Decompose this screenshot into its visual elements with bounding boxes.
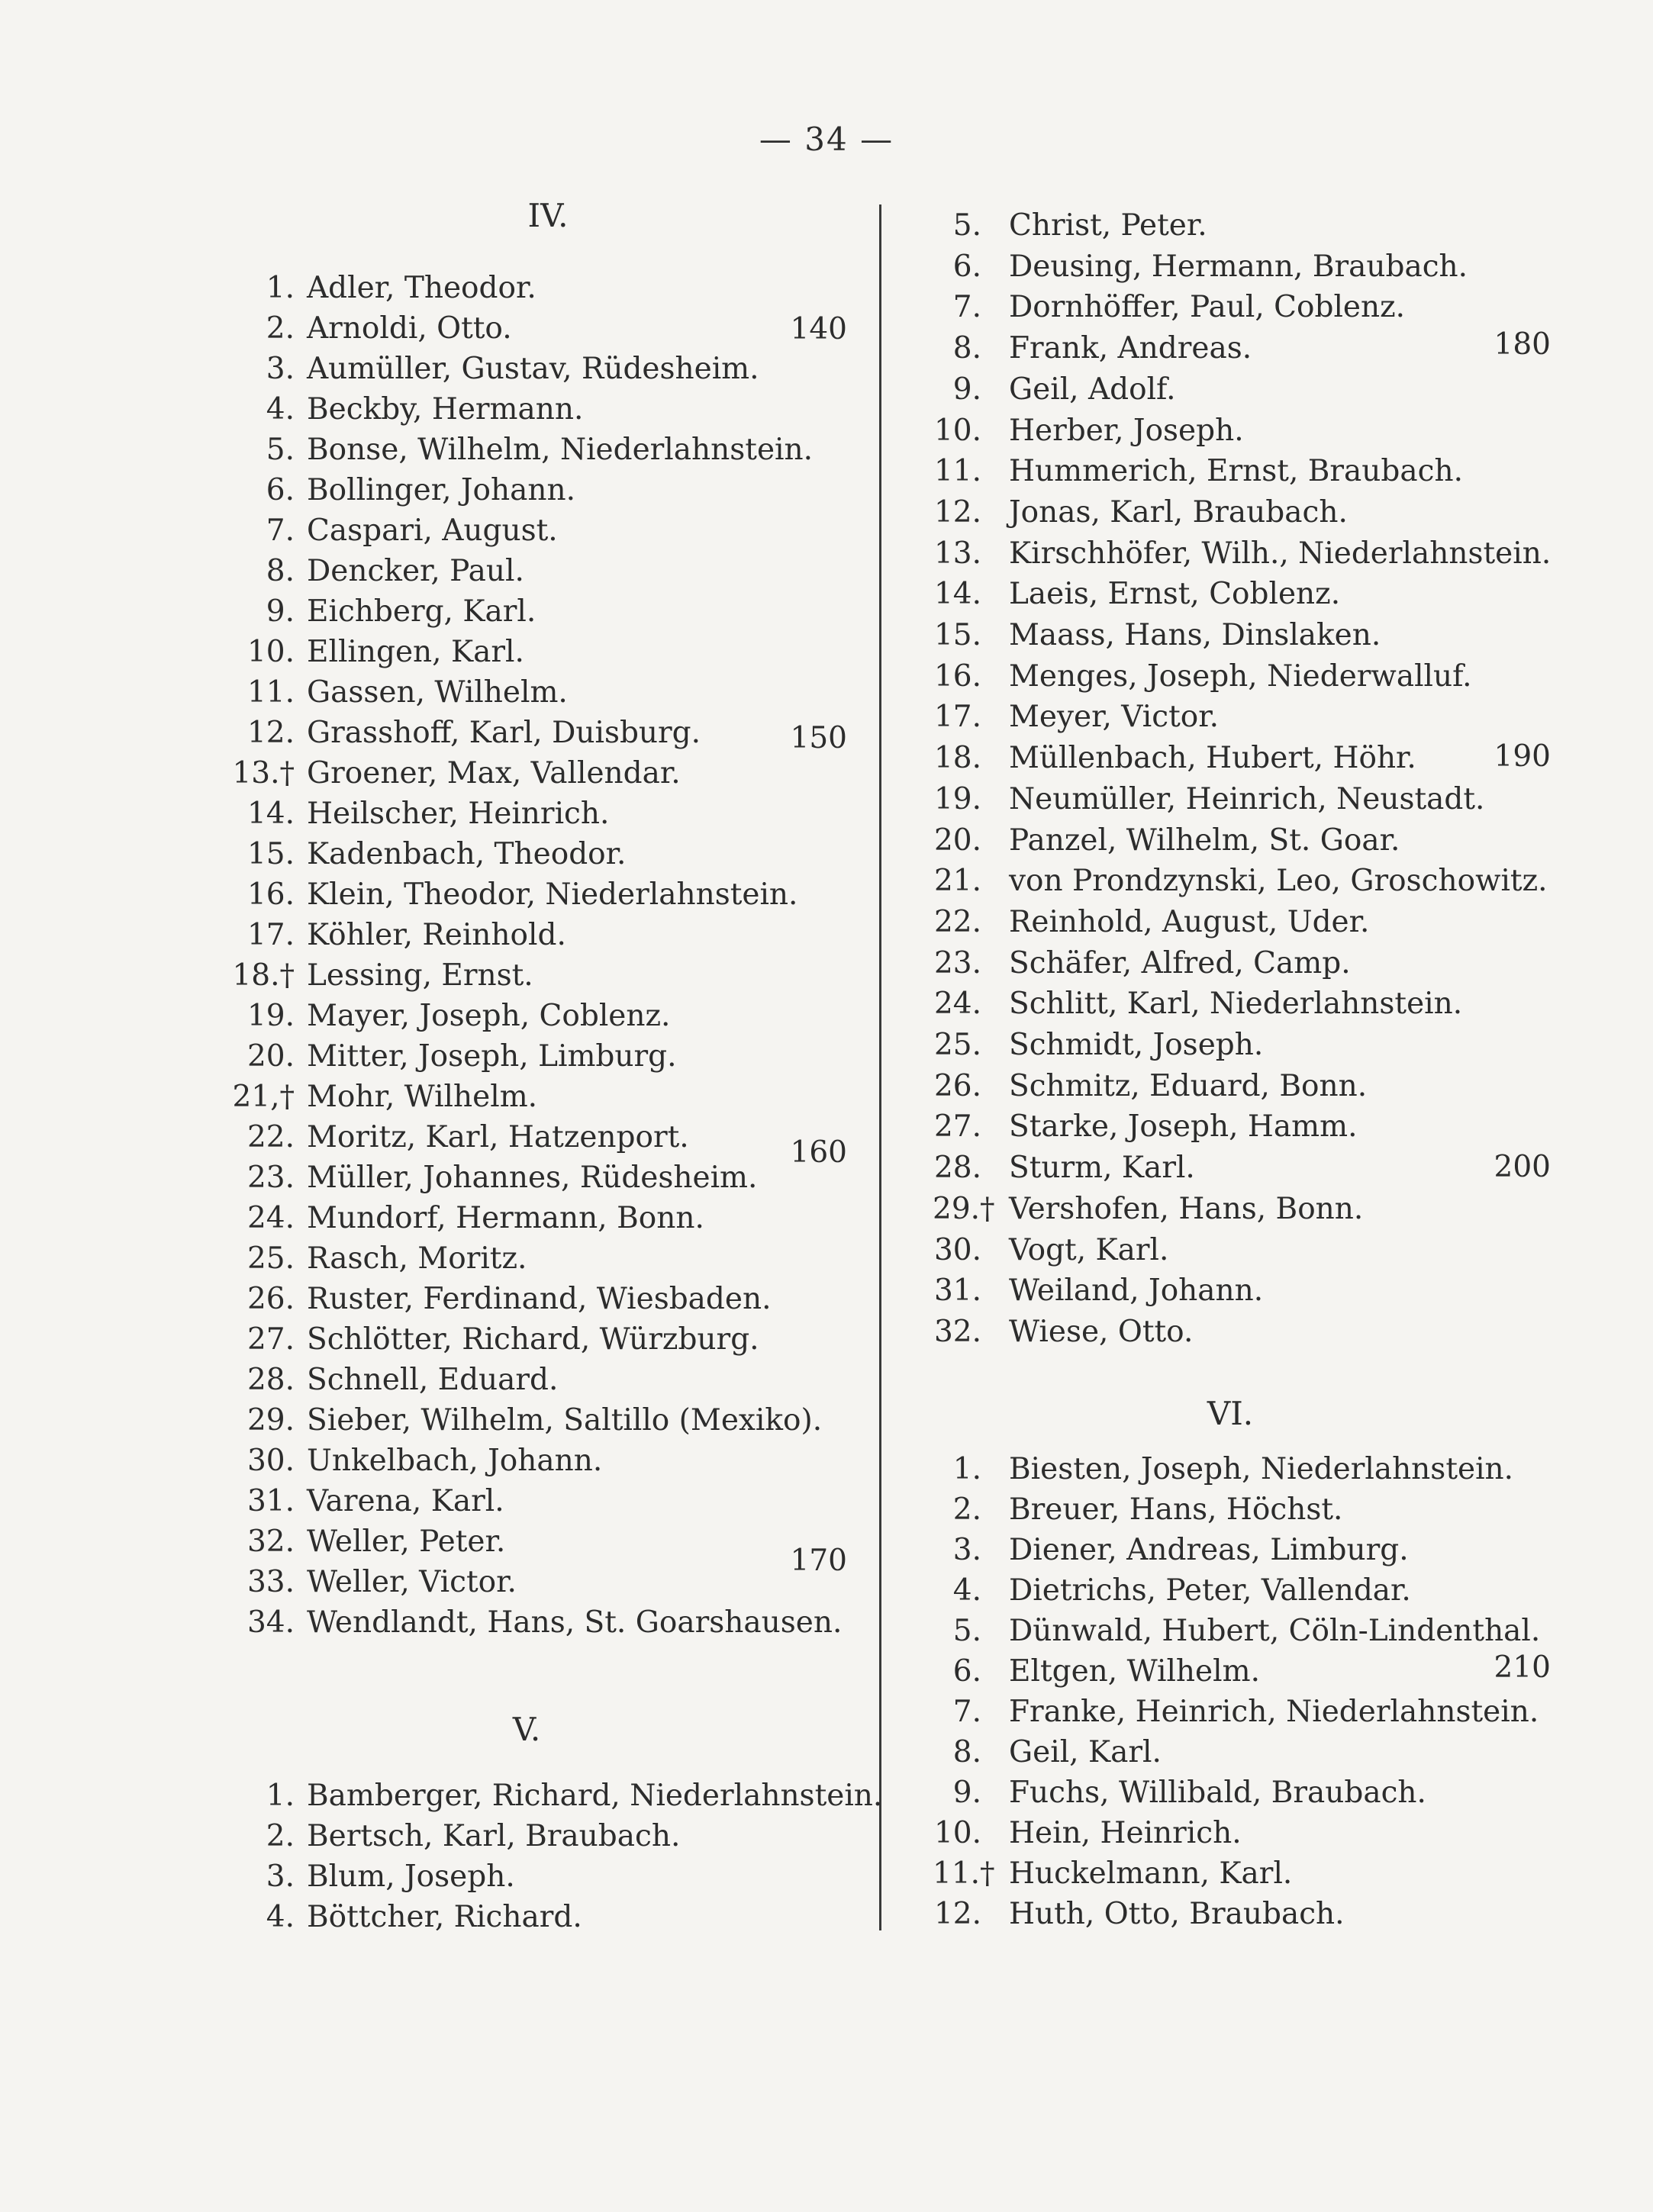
entry-name: Huckelmann, Karl.	[1009, 1856, 1293, 1891]
entry-number: 24.	[933, 987, 981, 1022]
entry-name: Weiland, Johann.	[1009, 1273, 1264, 1309]
entry-number: 34.	[246, 1605, 295, 1640]
entry-number: 1.	[266, 271, 295, 305]
entry-number: 7.	[266, 514, 295, 548]
entry-number: 7.	[952, 290, 981, 325]
entry-name: Neumüller, Heinrich, Neustadt.	[1009, 781, 1485, 816]
entry-number: 16.	[933, 658, 981, 694]
entry-name: Rasch, Moritz.	[307, 1241, 527, 1276]
entry-number: 9.	[952, 1776, 981, 1810]
page-number: — 34 —	[759, 121, 894, 158]
entry-name: Menges, Joseph, Niederwalluf.	[1009, 658, 1472, 694]
entry-number: 12.	[933, 494, 981, 530]
entry-number: 12.	[933, 1897, 981, 1931]
entry-number: 8.	[952, 331, 981, 366]
entry-number: 5.	[266, 433, 295, 467]
entry-name: Reinhold, August, Uder.	[1009, 904, 1370, 939]
entry-name: Dietrichs, Peter, Vallendar.	[1009, 1573, 1411, 1608]
entry-name: Mitter, Joseph, Limburg.	[307, 1039, 677, 1074]
entry-number: 9.	[952, 372, 981, 407]
entry-name: Diener, Andreas, Limburg.	[1009, 1533, 1409, 1567]
entry-number: 25.	[246, 1241, 295, 1276]
entry-number: 29.†	[933, 1191, 995, 1226]
entry-number: 3.	[266, 352, 295, 386]
entry-name: Bonse, Wilhelm, Niederlahnstein.	[307, 433, 814, 467]
entry-number: 19.	[246, 999, 295, 1033]
entry-name: Dencker, Paul.	[307, 554, 524, 588]
entry-number: 10.	[246, 635, 295, 669]
entry-number: 22.	[933, 904, 981, 939]
entry-number: 12.	[246, 716, 295, 750]
entry-number: 10.	[933, 413, 981, 448]
entry-name: Hummerich, Ernst, Braubach.	[1009, 454, 1463, 489]
entry-name: Wiese, Otto.	[1009, 1314, 1194, 1349]
entry-number: 11.	[246, 675, 295, 710]
entry-name: Unkelbach, Johann.	[307, 1444, 603, 1478]
count-marker: 150	[790, 721, 847, 755]
entry-name: Fuchs, Willibald, Braubach.	[1009, 1776, 1426, 1810]
entry-name: Meyer, Victor.	[1009, 700, 1219, 735]
entry-name: Adler, Theodor.	[307, 271, 536, 305]
entry-name: Vershofen, Hans, Bonn.	[1009, 1191, 1364, 1226]
entry-name: Arnoldi, Otto.	[307, 311, 512, 346]
entry-name: Geil, Karl.	[1009, 1735, 1162, 1769]
entry-number: 2.	[952, 1492, 981, 1527]
entry-name: Bollinger, Johann.	[307, 473, 575, 507]
entry-name: Böttcher, Richard.	[307, 1900, 582, 1934]
entry-number: 7.	[952, 1695, 981, 1729]
entry-name: Köhler, Reinhold.	[307, 918, 566, 952]
entry-number: 11.	[933, 454, 981, 489]
entry-number: 17.	[246, 918, 295, 952]
entry-number: 27.	[933, 1109, 981, 1145]
entry-name: Ruster, Ferdinand, Wiesbaden.	[307, 1282, 772, 1316]
entry-name: Klein, Theodor, Niederlahnstein.	[307, 877, 798, 912]
entry-number: 15.	[246, 837, 295, 871]
entry-name: Eltgen, Wilhelm.	[1009, 1654, 1260, 1689]
entry-number: 21,†	[232, 1080, 295, 1114]
entry-number: 4.	[266, 1900, 295, 1934]
entry-name: Beckby, Hermann.	[307, 392, 584, 427]
entry-number: 28.	[933, 1151, 981, 1186]
entry-number: 2.	[266, 1819, 295, 1853]
entry-number: 16.	[246, 877, 295, 912]
entry-name: Grasshoff, Karl, Duisburg.	[307, 716, 701, 750]
entry-name: Hein, Heinrich.	[1009, 1816, 1242, 1850]
entry-name: Geil, Adolf.	[1009, 372, 1176, 407]
entry-number: 23.	[246, 1161, 295, 1195]
entry-number: 19.	[933, 781, 981, 816]
entry-number: 6.	[952, 1654, 981, 1689]
entry-name: Müller, Johannes, Rüdesheim.	[307, 1161, 758, 1195]
entry-number: 4.	[266, 392, 295, 427]
entry-name: Kadenbach, Theodor.	[307, 837, 627, 871]
entry-number: 4.	[952, 1573, 981, 1608]
entry-name: Wendlandt, Hans, St. Goarshausen.	[307, 1605, 843, 1640]
entry-number: 8.	[266, 554, 295, 588]
entry-name: Gassen, Wilhelm.	[307, 675, 568, 710]
entry-number: 31.	[933, 1273, 981, 1309]
entry-number: 23.	[933, 945, 981, 980]
entry-name: Ellingen, Karl.	[307, 635, 524, 669]
entry-name: Vogt, Karl.	[1009, 1232, 1169, 1267]
entry-number: 13.†	[232, 756, 295, 790]
entry-name: Schlötter, Richard, Würzburg.	[307, 1322, 759, 1357]
entry-number: 14.	[246, 797, 295, 831]
entry-number: 20.	[246, 1039, 295, 1074]
entry-number: 26.	[246, 1282, 295, 1316]
entry-name: Schmidt, Joseph.	[1009, 1028, 1264, 1062]
entry-number: 26.	[933, 1068, 981, 1103]
entry-name: Moritz, Karl, Hatzenport.	[307, 1120, 689, 1154]
entry-name: Dünwald, Hubert, Cöln-Lindenthal.	[1009, 1614, 1541, 1648]
entry-name: Starke, Joseph, Hamm.	[1009, 1109, 1358, 1145]
entry-name: Sturm, Karl.	[1009, 1151, 1195, 1186]
entry-number: 3.	[266, 1859, 295, 1894]
entry-name: Schmitz, Eduard, Bonn.	[1009, 1068, 1368, 1103]
entry-number: 18.	[933, 741, 981, 776]
entry-number: 8.	[952, 1735, 981, 1769]
section-title-vi: VI.	[1207, 1395, 1254, 1432]
entry-number: 15.	[933, 618, 981, 652]
entry-name: Christ, Peter.	[1009, 208, 1207, 243]
entry-name: Bertsch, Karl, Braubach.	[307, 1819, 681, 1853]
entry-number: 32.	[933, 1314, 981, 1349]
entry-name: Dornhöffer, Paul, Coblenz.	[1009, 290, 1406, 325]
count-marker: 210	[1494, 1650, 1551, 1685]
entry-name: Jonas, Karl, Braubach.	[1009, 494, 1348, 530]
entry-name: Groener, Max, Vallendar.	[307, 756, 681, 790]
entry-number: 29.	[246, 1403, 295, 1438]
entry-name: Breuer, Hans, Höchst.	[1009, 1492, 1343, 1527]
entry-number: 9.	[266, 594, 295, 629]
entry-name: Biesten, Joseph, Niederlahnstein.	[1009, 1452, 1514, 1486]
entry-name: Maass, Hans, Dinslaken.	[1009, 618, 1381, 652]
entry-number: 11.†	[933, 1856, 995, 1891]
entry-name: Schäfer, Alfred, Camp.	[1009, 945, 1351, 980]
entry-name: Panzel, Wilhelm, St. Goar.	[1009, 823, 1400, 858]
section-title-v: V.	[512, 1711, 541, 1748]
entry-name: von Prondzynski, Leo, Groschowitz.	[1009, 864, 1548, 899]
entry-number: 20.	[933, 823, 981, 858]
count-marker: 140	[790, 312, 847, 346]
entry-number: 27.	[246, 1322, 295, 1357]
entry-name: Kirschhöfer, Wilh., Niederlahnstein.	[1009, 536, 1552, 571]
entry-number: 31.	[246, 1484, 295, 1518]
entry-name: Bamberger, Richard, Niederlahnstein.	[307, 1779, 883, 1813]
column-divider	[879, 204, 881, 1930]
entry-number: 25.	[933, 1028, 981, 1062]
entry-name: Sieber, Wilhelm, Saltillo (Mexiko).	[307, 1403, 823, 1438]
entry-number: 2.	[266, 311, 295, 346]
entry-number: 1.	[952, 1452, 981, 1486]
entry-number: 1.	[266, 1779, 295, 1813]
entry-number: 21.	[933, 864, 981, 899]
entry-name: Schnell, Eduard.	[307, 1363, 559, 1397]
count-marker: 160	[790, 1135, 847, 1170]
entry-name: Varena, Karl.	[307, 1484, 504, 1518]
entry-number: 32.	[246, 1525, 295, 1559]
entry-number: 5.	[952, 208, 981, 243]
count-marker: 180	[1494, 327, 1551, 362]
entry-name: Huth, Otto, Braubach.	[1009, 1897, 1345, 1931]
entry-name: Eichberg, Karl.	[307, 594, 536, 629]
entry-name: Caspari, August.	[307, 514, 558, 548]
entry-number: 17.	[933, 700, 981, 735]
entry-name: Mundorf, Hermann, Bonn.	[307, 1201, 704, 1235]
entry-number: 10.	[933, 1816, 981, 1850]
entry-name: Franke, Heinrich, Niederlahnstein.	[1009, 1695, 1539, 1729]
entry-number: 33.	[246, 1565, 295, 1599]
entry-number: 22.	[246, 1120, 295, 1154]
count-marker: 200	[1494, 1150, 1551, 1184]
entry-name: Aumüller, Gustav, Rüdesheim.	[307, 352, 759, 386]
entry-name: Weller, Peter.	[307, 1525, 506, 1559]
entry-name: Weller, Victor.	[307, 1565, 517, 1599]
count-marker: 170	[790, 1544, 847, 1578]
entry-number: 6.	[952, 249, 981, 284]
entry-name: Deusing, Hermann, Braubach.	[1009, 249, 1468, 284]
entry-name: Lessing, Ernst.	[307, 958, 533, 993]
entry-name: Mayer, Joseph, Coblenz.	[307, 999, 671, 1033]
entry-name: Laeis, Ernst, Coblenz.	[1009, 577, 1341, 612]
entry-name: Blum, Joseph.	[307, 1859, 515, 1894]
entry-number: 6.	[266, 473, 295, 507]
entry-number: 24.	[246, 1201, 295, 1235]
entry-number: 28.	[246, 1363, 295, 1397]
entry-name: Heilscher, Heinrich.	[307, 797, 610, 831]
entry-number: 30.	[933, 1232, 981, 1267]
entry-name: Schlitt, Karl, Niederlahnstein.	[1009, 987, 1463, 1022]
entry-name: Herber, Joseph.	[1009, 413, 1244, 448]
entry-number: 18.†	[232, 958, 295, 993]
entry-number: 5.	[952, 1614, 981, 1648]
entry-name: Müllenbach, Hubert, Höhr.	[1009, 741, 1416, 776]
entry-name: Mohr, Wilhelm.	[307, 1080, 538, 1114]
entry-number: 3.	[952, 1533, 981, 1567]
entry-number: 14.	[933, 577, 981, 612]
entry-number: 30.	[246, 1444, 295, 1478]
section-title-iv: IV.	[527, 197, 569, 234]
entry-number: 13.	[933, 536, 981, 571]
count-marker: 190	[1494, 739, 1551, 774]
entry-name: Frank, Andreas.	[1009, 331, 1252, 366]
